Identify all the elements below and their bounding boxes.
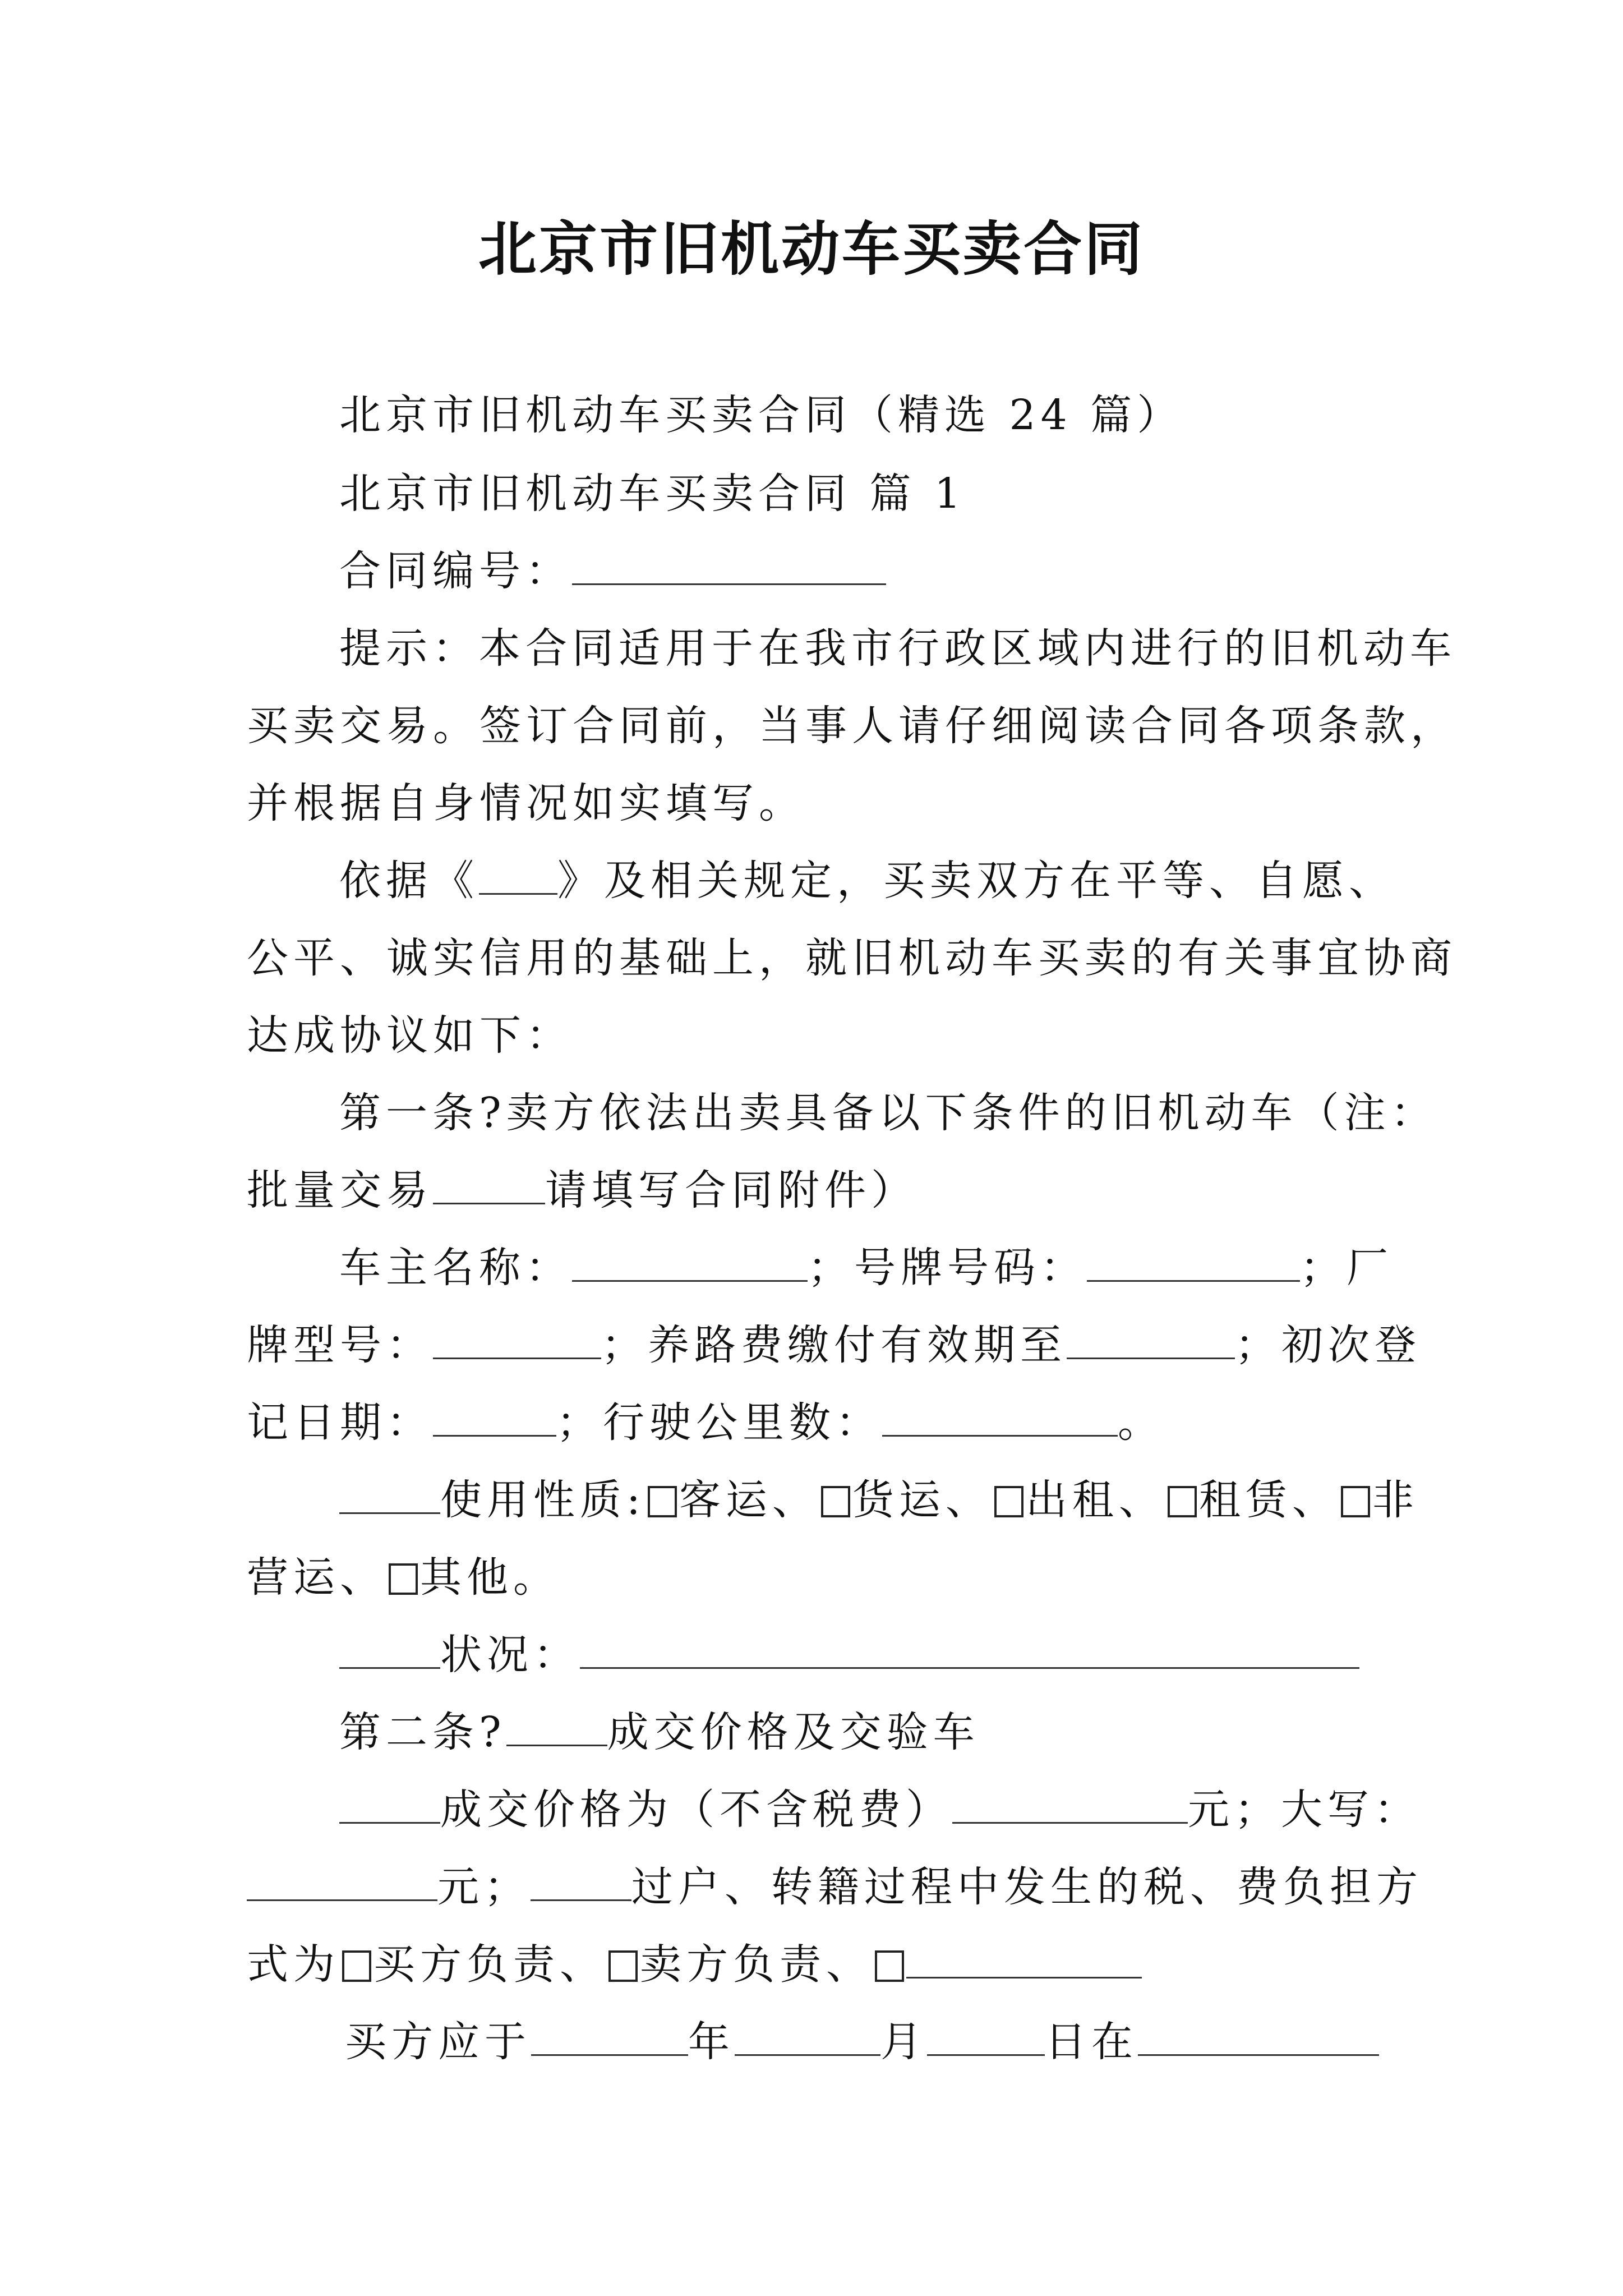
text-line [339,466,966,522]
text-segment: 状况： [440,1631,580,1679]
text-segment: 车主名称： [339,1244,572,1292]
fill-in-blank[interactable] [433,1396,556,1437]
text-line [247,1162,917,1218]
document-title: 北京市旧机动车买卖合同 [478,214,1145,283]
text-segment: 。 [1118,1398,1164,1447]
text-segment: 买方应于 [345,2018,531,2066]
checkbox[interactable] [1341,1486,1370,1517]
text-segment: 牌型号： [247,1321,433,1369]
text-segment: 使用性质: [440,1476,645,1524]
text-segment: 北京市旧机动车买卖合同 篇 1 [339,470,966,518]
text-line [247,1936,1142,1993]
checkbox[interactable] [389,1563,418,1595]
fill-in-blank[interactable] [1067,1318,1235,1359]
text-segment: 第一条?卖方依法出卖具备以下条件的旧机动车（注： [339,1089,1437,1137]
fill-in-blank[interactable] [531,1860,631,1901]
text-segment: 成交价格及交验车 [607,1708,980,1756]
fill-in-blank[interactable] [531,2015,688,2056]
text-segment: 达成协议如下： [247,1011,573,1060]
fill-in-blank[interactable] [506,1705,607,1746]
fill-in-blank[interactable] [433,1318,601,1359]
text-segment: 北京市旧机动车买卖合同（精选 24 篇） [339,391,1184,439]
text-line [339,620,1456,677]
text-line [339,853,1395,909]
text-line [339,1085,1437,1141]
text-line [247,930,1457,986]
text-segment: 其他。 [420,1553,560,1602]
text-segment: 货运、 [852,1476,992,1524]
text-segment: 买卖交易。签订合同前，当事人请仔细阅读合同各项条款， [247,702,1457,750]
text-line [339,1627,1359,1683]
fill-in-blank[interactable] [580,1628,1359,1669]
text-segment: 提示：本合同适用于在我市行政区域内进行的旧机动车 [339,624,1456,673]
text-line [339,1240,1393,1296]
fill-in-blank[interactable] [247,1860,437,1901]
text-line [247,1549,560,1605]
text-segment: 买方负责、 [374,1940,606,1989]
text-segment: 批量交易 [247,1166,433,1214]
text-line [339,1704,980,1760]
text-segment: 元； [437,1863,531,1911]
fill-in-blank[interactable] [572,544,886,585]
text-segment: 过户、转籍过程中发生的税、费负担方 [631,1863,1423,1911]
text-segment: 客运、 [679,1476,819,1524]
text-segment: 营运、 [247,1553,386,1602]
text-segment: 年 [688,2018,735,2066]
fill-in-blank[interactable] [339,1783,440,1824]
text-segment: ；厂 [1300,1244,1393,1292]
checkbox[interactable] [875,1950,904,1982]
text-segment: 第二条? [339,1708,506,1756]
text-segment: 记日期： [247,1398,433,1447]
text-line [339,1782,1421,1838]
text-segment: 日在 [1045,2018,1138,2066]
text-segment: 公平、诚实信用的基础上，就旧机动车买卖的有关事宜协商 [247,934,1457,982]
fill-in-blank[interactable] [1087,1241,1300,1282]
text-line [247,1395,1164,1451]
text-segment: 出租、 [1025,1476,1165,1524]
text-segment: 请填写合同附件） [545,1166,917,1214]
fill-in-blank[interactable] [479,854,557,895]
fill-in-blank[interactable] [952,1783,1188,1824]
text-segment: 卖方负责、 [640,1940,873,1989]
checkbox[interactable] [648,1486,677,1517]
fill-in-blank[interactable] [339,1628,440,1669]
text-segment: ；行驶公里数： [556,1398,882,1447]
text-segment: 非 [1372,1476,1419,1524]
text-segment: 租赁、 [1198,1476,1339,1524]
text-line [345,2014,1379,2070]
checkbox[interactable] [608,1950,638,1982]
text-segment: 合同编号： [339,547,572,595]
fill-in-blank[interactable] [339,1473,440,1514]
text-line [247,1859,1423,1915]
fill-in-blank[interactable] [1138,2015,1379,2056]
fill-in-blank[interactable] [906,1938,1142,1978]
text-line [247,1317,1421,1373]
text-segment: 月 [880,2018,927,2066]
fill-in-blank[interactable] [433,1163,545,1204]
fill-in-blank[interactable] [927,2015,1045,2056]
text-segment: 式为 [247,1940,340,1989]
text-line [247,1007,573,1064]
text-segment: 依据《 [339,857,479,905]
fill-in-blank[interactable] [572,1241,808,1282]
text-segment: 并根据自身情况如实填写。 [247,779,805,827]
text-segment: ；初次登 [1235,1321,1421,1369]
text-line [247,698,1457,754]
text-segment: 成交价格为（不含税费） [440,1786,952,1834]
checkbox[interactable] [342,1950,371,1982]
fill-in-blank[interactable] [735,2015,880,2056]
text-segment: ；养路费缴付有效期至 [601,1321,1067,1369]
checkbox[interactable] [1168,1486,1197,1517]
text-line [339,1472,1419,1528]
checkbox[interactable] [821,1486,850,1517]
checkbox[interactable] [994,1486,1023,1517]
text-segment: ；号牌号码： [808,1244,1087,1292]
fill-in-blank[interactable] [882,1396,1118,1437]
text-line [247,775,805,831]
text-line [339,543,886,599]
text-segment: 元；大写： [1188,1786,1421,1834]
text-line [339,387,1183,443]
text-segment: 》及相关规定，买卖双方在平等、自愿、 [557,857,1395,905]
